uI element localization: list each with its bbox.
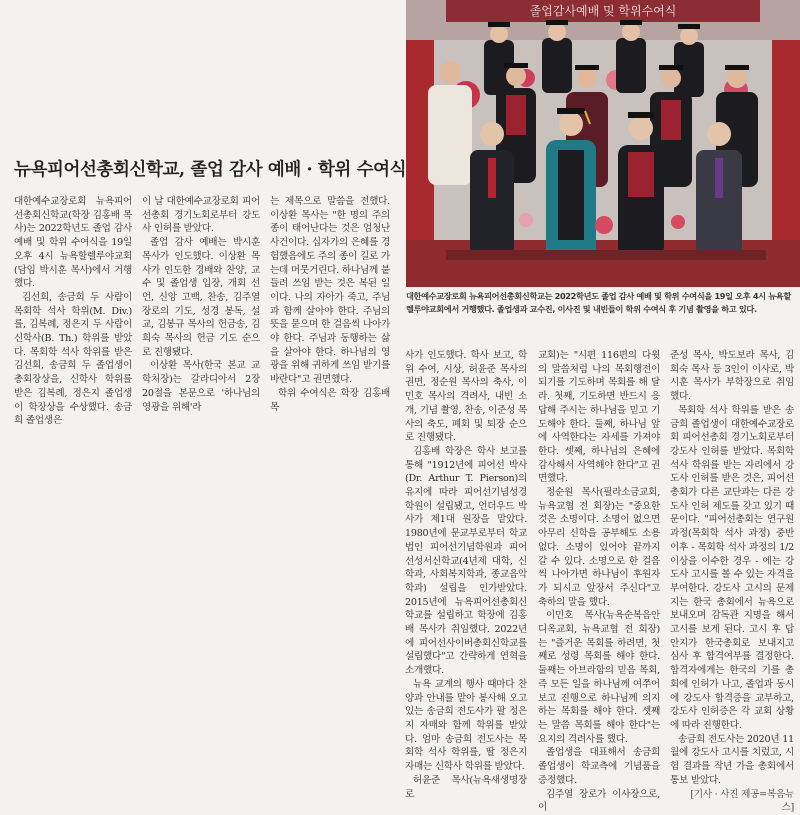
graduation-photo (406, 0, 800, 287)
article-column-1 (14, 195, 132, 427)
paragraph: 이 날 대한예수교장로회 피어선총회 경기노회로부터 강도사 인허를 받았다. (142, 196, 260, 235)
paragraph: 사가 인도했다. 학사 보고, 학위 수여, 시상, 허윤준 목사의 권면, 정순원 목사의 축사, 이민호 목사의 격려사, 내빈 소개, 기념 촬영, 찬송, 이준성 목사의 축도, 폐회 및 퇴장 순으로 진행됐다. (405, 350, 527, 444)
article-column-5 (538, 349, 660, 814)
photo-banner-text: 졸업감사예배 및 학위수여식 (529, 4, 677, 18)
article-column-3 (270, 195, 390, 413)
paragraph: 졸업생을 대표해서 송금희 졸업생이 학교측에 기념품을 증정했다. (538, 747, 660, 786)
paragraph: 목회학 석사 학위를 받은 송금희 졸업생이 대한예수교장로회 피어선총회 경기노회로부터 강도사 인허를 받았다. 목회학 석사 학위를 받는 자리에서 강도사 인허를 받은 것은, 피어선총회가 다른 교단과는 다른 강도사 인허 제도를 갖고 있기 때문이다. "피어선총회는 연구원 과정(목회학 석사 과정) 중반 이후 - 목회학 석사 과정의 1/2 이상을 이수한 경우 - 에는 강도사 고시를 볼 수 있는 자격을 부여한다. 강도사 고시의 문제지는 한국 총회에서 뉴욕으로 보내오며 감독관 지명을 해서 고시를 보게 된다. 고시 후 답안지가 한국총회로 보내지고 심사 후 합격여부를 결정한다. 합격자에게는 한국의 기를 총회에 인허가 나고, 졸업과 동시에 강도사 합격증을 교부하고, 강도사 인허증은 각 교회 상황에 따라 진행한다. (670, 404, 794, 731)
paragraph: 준성 목사, 박도보라 목사, 김희숙 목사 등 3인이 이사로, 박시훈 목사가 부학장으로 취임했다. (670, 350, 794, 403)
paragraph: 졸업 감사 예배는 박시훈 목사가 인도했다. 이상환 목사가 인도한 경배와 찬양, 교수 및 졸업생 입장, 개회 선언, 신앙 고백, 찬송, 김주열 장로의 기도, 성경 봉독, 설교, 김봉규 목사의 헌금송, 김희숙 목사의 헌금 기도 순으로 진행됐다. (142, 237, 260, 358)
paragraph: 김주열 장로가 이사장으로, 이 (538, 788, 660, 814)
caption-text: 대한예수교장로회 뉴욕피어선총회신학교는 2022학년도 졸업 감사 예배 및 학위 수여식을 19일 오후 4시 뉴욕할렐루야교회에서 거행했다. 졸업생과 교수진, 이사진 및 내빈들이 학위 수여식 후 기념 촬영을 하고 있다. (406, 291, 791, 314)
paragraph: 정순원 목사(필라소금교회, 뉴욕교협 전 회장)는 "중요한 것은 소명이다. 소명이 없으면 아무리 신학을 공부해도 소용없다. 소명이 있어야 끝까지 갈 수 있다. 소명으로 한 걸음씩 나아가면 하나님이 후원자가 되시고 앞장서 주신다"고 축하의 말을 했다. (538, 487, 660, 608)
paragraph: 김홍배 학장은 학사 보고를 통해 "1912년에 피어선 박사(Dr. Arthur T. Pierson)의 유지에 따라 피어선기념성경학원이 설립됐고, 언더우드 박사가 제1대 원장을 맡았다. 1980년에 문교부로부터 학교법인 피어선기념학원과 피어선성서신학교(4년제 대학, 신학과, 사회복지학과, 종교음악학과) 설립을 인가받았다. 2015년에 뉴욕피어선총회신학교를 설립하고 학장에 김홍배 목사가 취임했다. 2022년에 피어선사이버총회신학교를 설립했다"고 간략하게 연혁을 소개했다. (405, 445, 527, 677)
paragraph: 학위 수여식은 학장 김홍배 목 (270, 387, 390, 413)
article-column-2 (142, 195, 260, 413)
article-column-4 (405, 349, 527, 800)
paragraph: 대한예수교장로회 뉴욕피어선총회신학교(학장 김홍배 목사)는 2022학년도 졸업 감사 예배 및 학위 수여식을 19일 오후 4시 뉴욕할렐루야교회(담임 박시훈 목사)에서 거행했다. (14, 196, 132, 290)
article-credit: [기사 · 사진 제공=복음뉴스] (690, 788, 794, 814)
article-headline: 뉴욕피어선총회신학교, 졸업 감사 예배 · 학위 수여식 (14, 160, 407, 180)
paragraph: 뉴욕 교계의 행사 때마다 찬양과 안내를 맡아 봉사해 오고 있는 송금희 전도사가 팔 정은지 자매와 함께 학위를 받았다. 엄마 송금희 전도사는 목회학 석사 학위를, 딸 정은지 자매는 신학사 학위를 받았다. (405, 678, 527, 773)
paragraph: 는 제목으로 말씀을 전했다. 이상환 목사는 "한 명의 주의 종이 태어난다는 것은 엄청난 사건이다. 십자가의 은혜를 경험했음에도 주의 종이 길로 가는데 머뭇거린다. 하나님께 붙들려 쓰임 받는 것은 복된 일이다. 나의 자아가 죽고, 주님과 함께 살아야 한다. 주님의 뜻을 묻으며 한 걸음씩 나아가야 한다. 주님과 동행하는 삶을 살아야 한다. 하나님의 영광을 위해 귀하게 쓰임 받기를 바란다"고 권면했다. (270, 196, 390, 386)
paragraph: 교회)는 "시편 116편의 다윗의 말씀처럼 나의 목회행전이 되기를 기도하며 목회를 해 달라. 첫째, 기도하면 반드시 응답해 주시는 하나님을 믿고 기도해야 한다. 둘째, 하나님 앞에 사역한다는 자세를 가져야 한다. 셋째, 하나님의 은혜에 감사해서 사역해야 한다"고 권면했다. (538, 350, 660, 485)
paragraph: 이상환 목사(한국 본교 교학처장)는 갈라디아서 2장 20절을 본문으로 '하나님의 영광을 위해'라 (142, 360, 260, 413)
article-column-6 (670, 349, 794, 814)
photo-caption (406, 290, 794, 342)
paragraph: 김선희, 송금희 두 사람이 목회학 석사 학위(M. Div.)를, 김복례, 정은지 두 사람이 신학사(B. Th.) 학위를 받았다. 목회학 석사 학위를 받은 김선희, 송금희 두 졸업생이 총회장상을, 신학사 학위를 받은 김복례, 정은지 졸업생이 학장상을 수상했다. 송금희 졸업생은 (14, 291, 132, 427)
paragraph: 송금희 전도사는 2020년 11월에 강도사 고시를 치렀고, 시험 결과를 작년 가을 총회에서 통보 받았다. (670, 733, 794, 786)
paragraph: 이민호 목사(뉴욕순복음안디옥교회, 뉴욕교협 전 회장)는 "즐거운 목회를 하려면, 첫째로 성령 목회를 해야 한다. 둘째는 아브라함의 믿음 목회, 즉 모든 일을 하나님께 여쭈어 보고 진행으로 하나님께 의지하는 목회를 해야 한다. 셋째는 말씀 목회를 해야 한다"는 요지의 격려사를 했다. (538, 610, 660, 745)
paragraph: 허윤준 목사(뉴욕새생명장로 (405, 774, 527, 800)
